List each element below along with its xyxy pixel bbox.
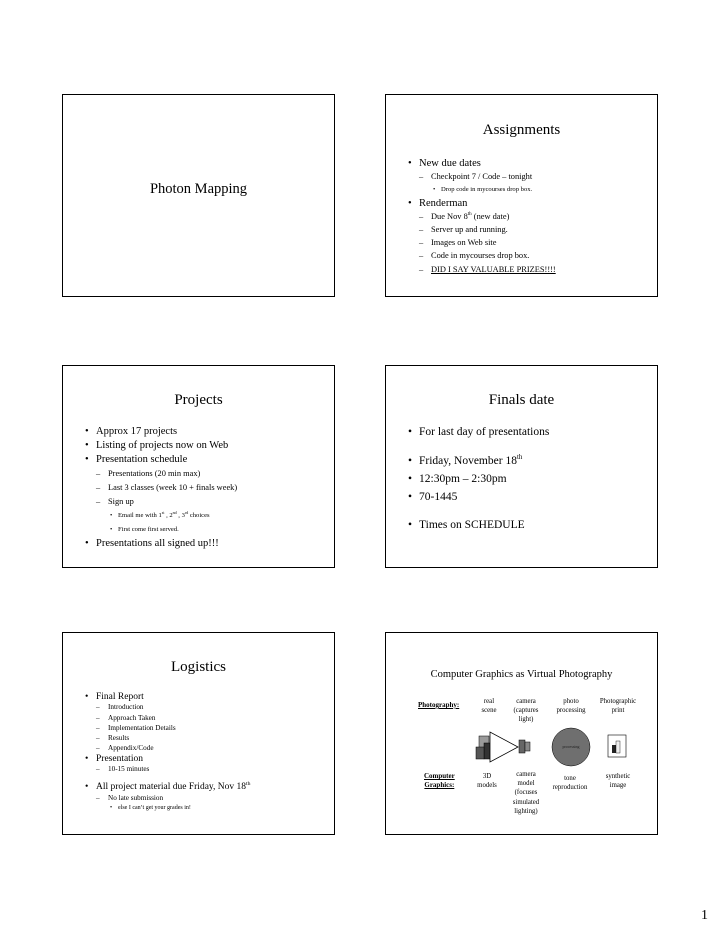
bullet: • Presentation schedule	[85, 453, 237, 467]
bullet: • Presentations all signed up!!!	[85, 537, 237, 551]
sub-bullet: – DID I SAY VALUABLE PRIZES!!!!	[408, 263, 556, 276]
label-synthetic-image: synthetic image	[605, 773, 631, 790]
label-camera-model: camera model (focuses simulated lighting)	[512, 771, 540, 815]
label-3d-models: 3D models	[477, 773, 497, 790]
sub-sub-bullet: • First come first served.	[85, 523, 237, 537]
slide-finals-date	[385, 365, 658, 568]
sub-sub-bullet: • else I can’t get your grades in!	[85, 803, 250, 813]
sub-bullet: – Code in mycourses drop box.	[408, 249, 556, 262]
sub-bullet: – Introduction	[85, 702, 250, 712]
sub-bullet: – Results	[85, 733, 250, 743]
sub-bullet: – Sign up	[85, 495, 237, 509]
sub-bullet: – Images on Web site	[408, 236, 556, 249]
print-icon	[608, 735, 626, 757]
camera-lens-icon	[490, 732, 530, 762]
sub-sub-bullet: • Email me with 1st , 2nd , 3rd choices	[85, 509, 237, 523]
sub-bullet: – Appendix/Code	[85, 743, 250, 753]
bullet: • All project material due Friday, Nov 18th	[85, 782, 250, 792]
sub-bullet: – Last 3 classes (week 10 + finals week)	[85, 481, 237, 495]
sub-bullet: – Implementation Details	[85, 723, 250, 733]
page-number: 1	[701, 908, 708, 923]
bullet: • Listing of projects now on Web	[85, 439, 237, 453]
bullet: • New due dates	[408, 157, 556, 170]
bullet: • Renderman	[408, 197, 556, 210]
slide-title: Finals date	[488, 392, 555, 408]
sub-bullet: – Approach Taken	[85, 713, 250, 723]
bullet: • Times on SCHEDULE	[408, 519, 549, 531]
sub-bullet: – Due Nov 8th (new date)	[408, 210, 556, 223]
processing-circle-label: processing	[562, 744, 580, 749]
slide-title: Projects	[174, 392, 223, 408]
bullet: • Approx 17 projects	[85, 425, 237, 439]
sub-sub-bullet: • Drop code in mycourses drop box.	[408, 183, 556, 196]
slide-logistics	[62, 632, 335, 835]
row-label-photography: Photography:	[418, 701, 460, 709]
bullet: • For last day of presentations	[408, 426, 549, 438]
sub-bullet: – Checkpoint 7 / Code – tonight	[408, 170, 556, 183]
sub-bullet: – 10-15 minutes	[85, 764, 250, 774]
slide-title: Photon Mapping	[149, 181, 248, 197]
label-camera: camera (captures light)	[513, 698, 539, 724]
bullet: • 12:30pm – 2:30pm	[408, 473, 549, 485]
sub-bullet: – Presentations (20 min max)	[85, 467, 237, 481]
sub-bullet: – No late submission	[85, 793, 250, 803]
label-tone-reproduction: tone reproduction	[552, 775, 588, 792]
row-label-computer-graphics: Computer Graphics:	[424, 772, 455, 790]
bullet: • Friday, November 18th	[408, 455, 549, 467]
sub-bullet: – Server up and running.	[408, 223, 556, 236]
label-photo-processing: photo processing	[556, 698, 586, 715]
slide-assignments	[385, 94, 658, 297]
label-photographic-print: Photographic print	[599, 698, 637, 715]
slide-projects	[62, 365, 335, 568]
bullet: • Final Report	[85, 692, 250, 702]
bullet: • Presentation	[85, 754, 250, 764]
bullet: • 70-1445	[408, 491, 549, 503]
slide-photon-mapping	[62, 94, 335, 297]
slide-title: Logistics	[171, 659, 226, 675]
slide-virtual-photography	[385, 632, 658, 835]
slide-title: Assignments	[482, 122, 561, 138]
slide-title: Computer Graphics as Virtual Photography	[430, 669, 613, 680]
label-real-scene: real scene	[481, 698, 497, 715]
